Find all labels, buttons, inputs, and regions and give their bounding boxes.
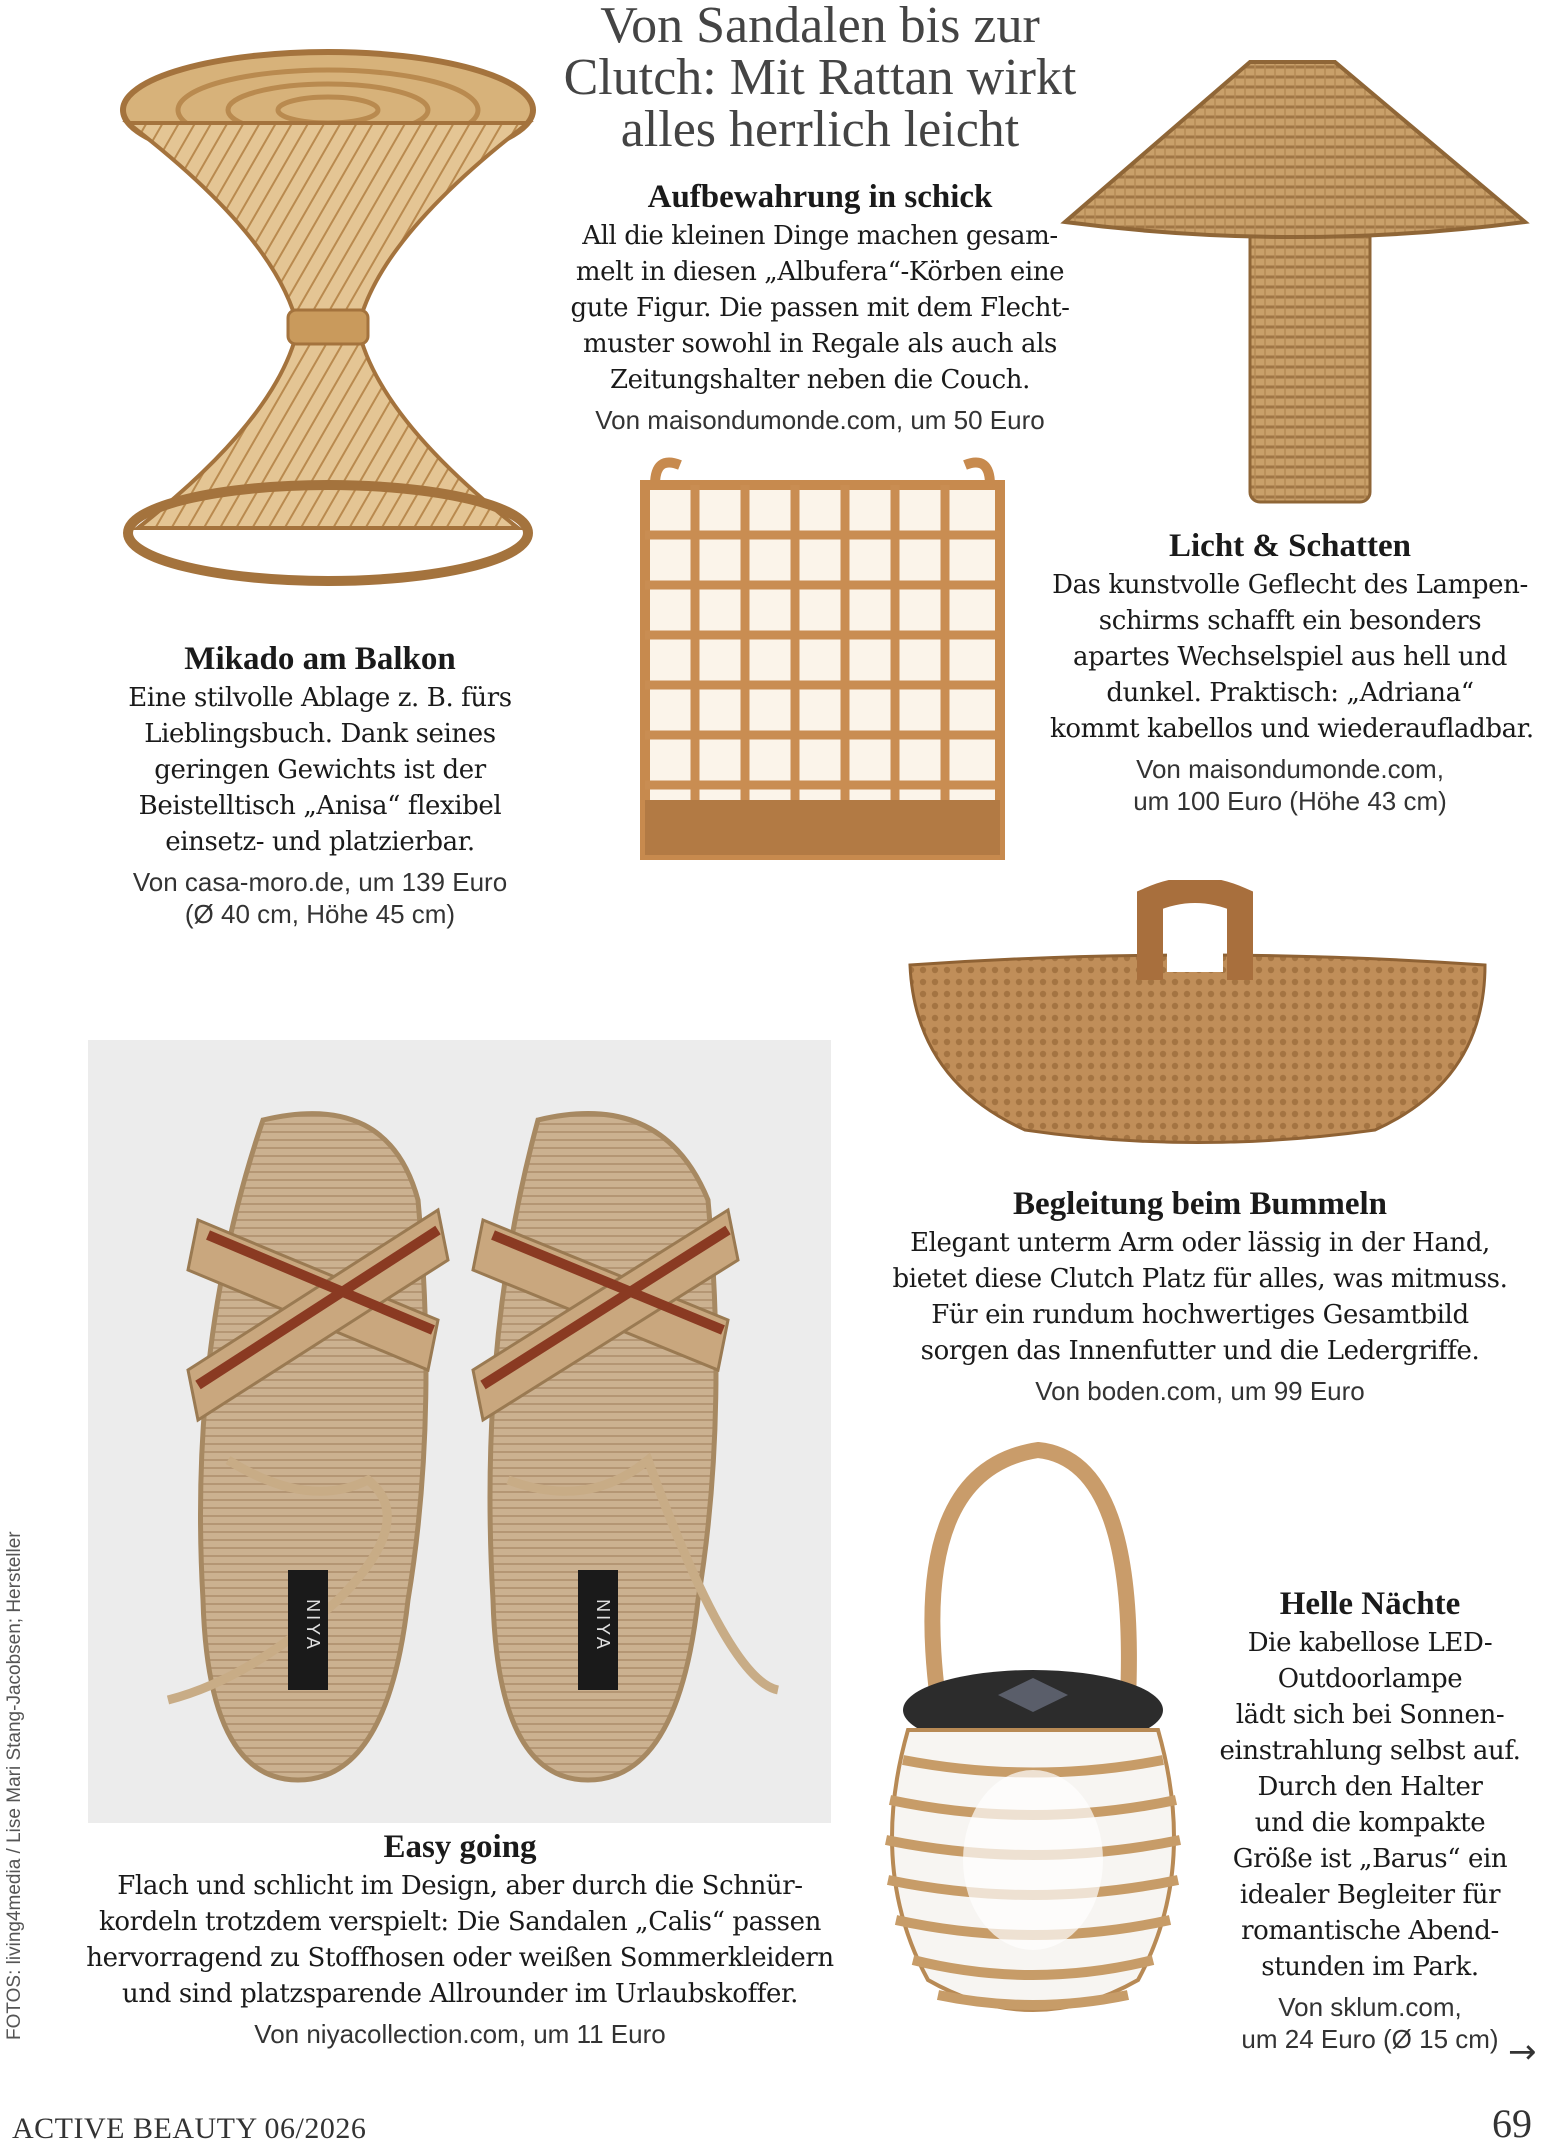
article-title: Helle Nächte bbox=[1279, 1586, 1461, 1622]
article-text-line: Zeitungshalter neben die Couch. bbox=[609, 365, 1031, 395]
lamp-image bbox=[1060, 52, 1530, 512]
article-text-line: bietet diese Clutch Platz für alles, was mitmuss. bbox=[892, 1264, 1508, 1294]
article-text-line: einsetz- und platzierbar. bbox=[165, 827, 475, 857]
article-title: Begleitung beim Bummeln bbox=[1012, 1186, 1387, 1222]
article-text-line: idealer Begleiter für bbox=[1239, 1880, 1501, 1910]
article-text-line: Durch den Halter bbox=[1257, 1772, 1483, 1802]
magazine-footer: ACTIVE BEAUTY 06/2026 bbox=[12, 2112, 367, 2145]
article-helle bbox=[1200, 1585, 1540, 2055]
article-text-line: stunden im Park. bbox=[1261, 1952, 1479, 1982]
sandal-label-right: NIYA bbox=[592, 1599, 613, 1652]
article-source: Von niyacollection.com, um 11 Euro bbox=[254, 2019, 666, 2049]
article-source: Von maisondumonde.com, um 50 Euro bbox=[595, 405, 1045, 435]
article-text-line: Beistelltisch „Anisa“ flexibel bbox=[138, 791, 502, 821]
article-text-line: Lieblingsbuch. Dank seines bbox=[144, 719, 496, 749]
article-text-line: Für ein rundum hochwertiges Gesamtbild bbox=[931, 1300, 1469, 1330]
article-text-line: Das kunstvolle Geflecht des Lampen- bbox=[1052, 570, 1528, 600]
headline-line: alles herrlich leicht bbox=[620, 101, 1020, 158]
article-source: Von boden.com, um 99 Euro bbox=[1035, 1376, 1365, 1406]
basket-image bbox=[635, 455, 1010, 865]
article-text-line: gute Figur. Die passen mit dem Flecht- bbox=[570, 293, 1070, 323]
article-text-line: und die kompakte bbox=[1254, 1808, 1486, 1838]
article-text-line: romantische Abend- bbox=[1241, 1916, 1499, 1946]
article-text-line: Eine stilvolle Ablage z. B. fürs bbox=[128, 683, 512, 713]
article-source: (Ø 40 cm, Höhe 45 cm) bbox=[184, 899, 456, 929]
clutch-image bbox=[905, 880, 1490, 1150]
headline bbox=[520, 0, 1120, 156]
article-text-line: geringen Gewichts ist der bbox=[154, 755, 486, 785]
article-title: Mikado am Balkon bbox=[184, 641, 456, 677]
headline-line: Von Sandalen bis zur bbox=[600, 0, 1040, 54]
article-text-line: Elegant unterm Arm oder lässig in der Hand, bbox=[910, 1228, 1490, 1258]
article-text-line: lädt sich bei Sonnen- bbox=[1235, 1700, 1505, 1730]
article-easy bbox=[60, 1828, 860, 2050]
article-text-line: kommt kabellos und wiederaufladbar. bbox=[1050, 714, 1534, 744]
article-title: Easy going bbox=[383, 1829, 537, 1865]
next-arrow-icon[interactable]: → bbox=[1508, 2032, 1537, 2072]
article-text-line: All die kleinen Dinge machen gesam- bbox=[582, 221, 1058, 251]
article-source: Von casa-moro.de, um 139 Euro bbox=[132, 867, 508, 897]
sandal-label-left: NIYA bbox=[302, 1599, 323, 1652]
lantern-image bbox=[868, 1440, 1198, 2060]
article-text-line: einstrahlung selbst auf. bbox=[1219, 1736, 1521, 1766]
article-source: um 24 Euro (Ø 15 cm) bbox=[1241, 2024, 1499, 2054]
article-source: Von maisondumonde.com, bbox=[1136, 754, 1444, 784]
article-aufbewahrung bbox=[520, 178, 1120, 436]
article-mikado bbox=[100, 640, 540, 930]
article-text-line: muster sowohl in Regale als auch als bbox=[583, 329, 1057, 359]
article-text-line: Outdoorlampe bbox=[1277, 1664, 1463, 1694]
article-text-line: Größe ist „Barus“ ein bbox=[1232, 1844, 1508, 1874]
article-source: um 100 Euro (Höhe 43 cm) bbox=[1133, 786, 1447, 816]
article-text-line: Flach und schlicht im Design, aber durch die Schnür- bbox=[117, 1871, 803, 1901]
article-text-line: Die kabellose LED- bbox=[1247, 1628, 1493, 1658]
article-title: Aufbewahrung in schick bbox=[647, 179, 993, 215]
sandals-image bbox=[88, 1040, 831, 1823]
article-text-line: kordeln trotzdem verspielt: Die Sandalen „Calis“ passen bbox=[99, 1907, 821, 1937]
article-begleitung bbox=[890, 1185, 1510, 1407]
article-text-line: schirms schafft ein besonders bbox=[1098, 606, 1482, 636]
article-text-line: und sind platzsparende Allrounder im Urlaubskoffer. bbox=[122, 1979, 798, 2009]
article-text-line: melt in diesen „Albufera“-Körben eine bbox=[575, 257, 1065, 287]
photo-credit: FOTOS: living4media / Lise Mari Stang-Jacobsen; Hersteller bbox=[4, 1531, 25, 2040]
article-text-line: apartes Wechselspiel aus hell und bbox=[1073, 642, 1507, 672]
article-title: Licht & Schatten bbox=[1169, 528, 1411, 564]
article-text-line: dunkel. Praktisch: „Adriana“ bbox=[1106, 678, 1474, 708]
page-number: 69 bbox=[1492, 2101, 1532, 2146]
article-source: Von sklum.com, bbox=[1278, 1992, 1462, 2022]
article-text-line: hervorragend zu Stoffhosen oder weißen Sommerkleidern bbox=[86, 1943, 834, 1973]
article-licht bbox=[1050, 527, 1534, 817]
stool-image bbox=[108, 48, 548, 593]
article-text-line: sorgen das Innenfutter und die Ledergriffe. bbox=[920, 1336, 1480, 1366]
headline-line: Clutch: Mit Rattan wirkt bbox=[563, 49, 1077, 106]
